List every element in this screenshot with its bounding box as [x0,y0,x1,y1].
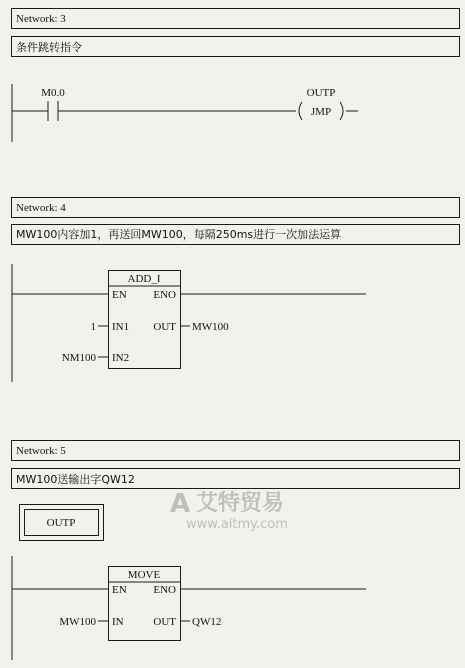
move-out: OUT [153,616,176,628]
move-name: MOVE [127,569,161,581]
network-3-comment: 条件跳转指令 [16,41,82,54]
network-4-comment: MW100内容加1，再送回MW100，每隔250ms进行一次加法运算 [16,228,342,241]
add-i-out-value: MW100 [192,321,229,333]
network-5-header-box [12,441,460,461]
add-i-in1: IN1 [112,321,130,333]
move-en: EN [112,584,127,596]
watermark [170,489,288,532]
add-i-in1-value: 1 [90,321,96,333]
coil-outp-label: OUTP [306,87,336,99]
watermark-brand: 艾特贸易 [196,491,285,516]
outp-label: OUTP [46,517,76,529]
move-in: IN [112,616,124,628]
coil-jmp-left [299,102,302,120]
network-3-title: Network: 3 [16,13,66,25]
coil-jmp-right [340,102,343,120]
network-4-header-box [12,198,460,218]
add-i-en: EN [112,289,127,301]
add-i-name: ADD_I [127,273,161,285]
network-3-header-box [12,9,460,29]
add-i-in2-value: NM100 [61,352,96,364]
watermark-url: www.aitmy.com [186,517,288,532]
network-5-title: Network: 5 [16,445,66,457]
network-4-title: Network: 4 [16,202,66,214]
network-5-comment: MW100送输出字QW12 [16,473,135,486]
coil-jmp-text: JMP [310,106,332,118]
add-i-eno: ENO [153,289,176,301]
move-eno: ENO [153,584,176,596]
move-in-value: MW100 [59,616,96,628]
watermark-logo: A [170,489,191,519]
contact-m00-label: M0.0 [41,87,65,99]
move-out-value: QW12 [192,616,222,628]
add-i-in2: IN2 [112,352,130,364]
add-i-out: OUT [153,321,176,333]
